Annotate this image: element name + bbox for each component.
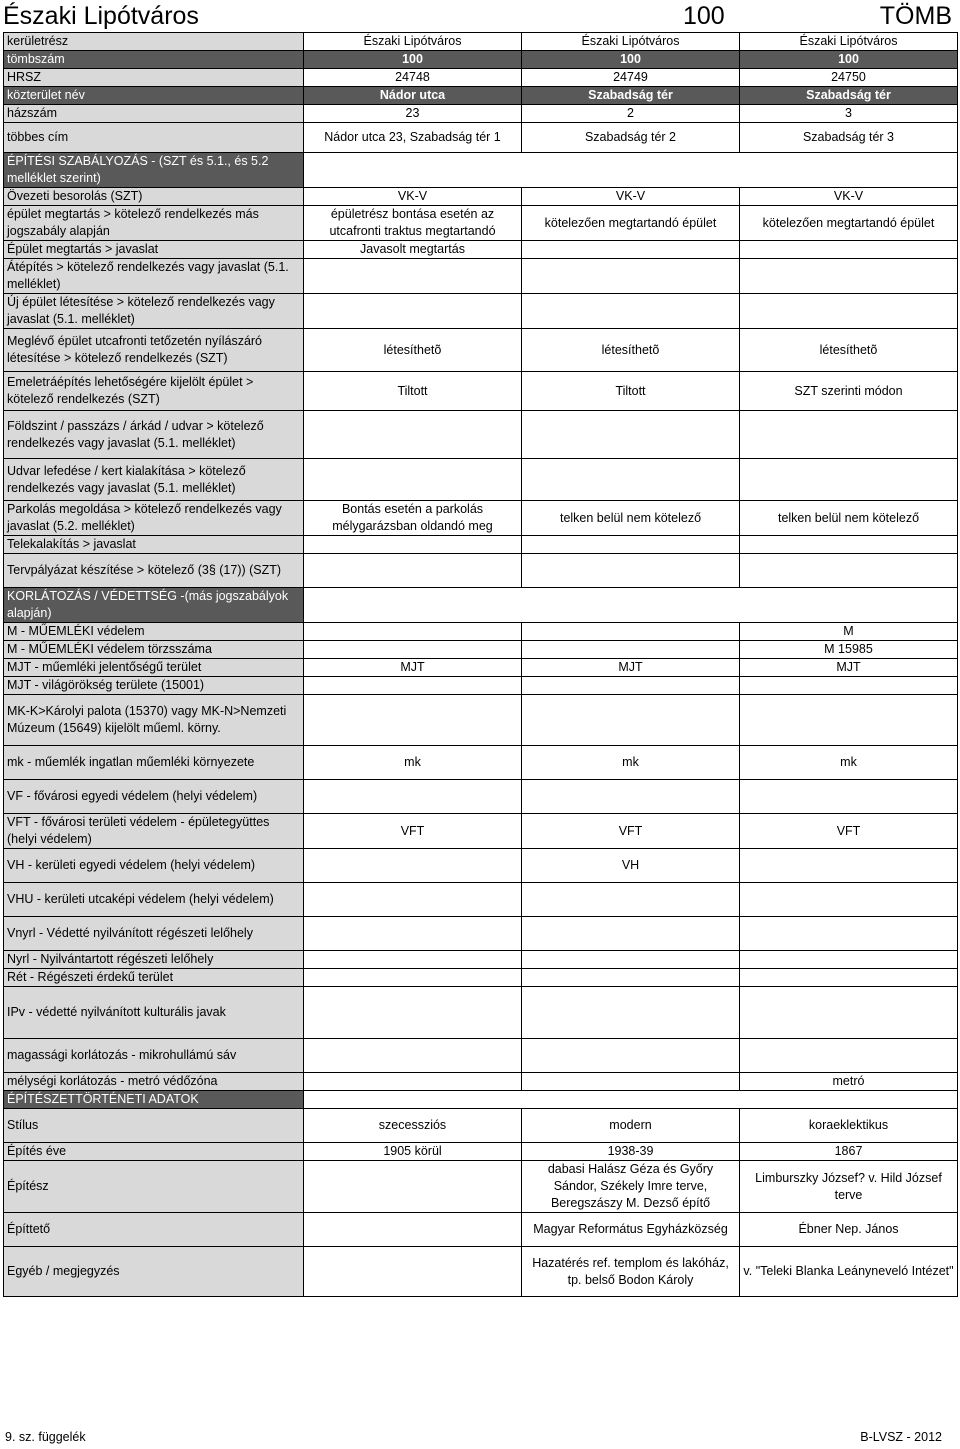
table-row [4, 411, 958, 459]
table-row [4, 372, 958, 411]
table-row [4, 1039, 958, 1073]
cell-lot-1: Nádor utca 23, Szabadság tér 1 [304, 123, 522, 153]
table-row [4, 951, 958, 969]
cell-lot-2: mk [522, 746, 740, 780]
table-row [4, 1073, 958, 1091]
cell-lot-1 [304, 459, 522, 501]
row-label: MJT - világörökség területe (15001) [4, 677, 304, 695]
cell-lot-3: 24750 [740, 69, 958, 87]
table-row [4, 188, 958, 206]
row-label: MK-K>Károlyi palota (15370) vagy MK-N>Nemzeti Múzeum (15649) kijelölt műeml. körny. [4, 695, 304, 746]
cell-lot-2: MJT [522, 659, 740, 677]
table-row [4, 329, 958, 372]
table-row [4, 105, 958, 123]
table-row [4, 87, 958, 105]
cell-lot-1 [304, 1247, 522, 1297]
row-label: Rét - Régészeti érdekű terület [4, 969, 304, 987]
cell-lot-1 [304, 780, 522, 814]
cell-lot-3: VK-V [740, 188, 958, 206]
row-label: HRSZ [4, 69, 304, 87]
cell-lot-1: Tiltott [304, 372, 522, 411]
table-row [4, 987, 958, 1039]
row-label: MJT - műemléki jelentőségű terület [4, 659, 304, 677]
table-row [4, 780, 958, 814]
cell-lot-1: mk [304, 746, 522, 780]
cell-lot-1 [304, 1073, 522, 1091]
row-label: Épület megtartás > javaslat [4, 241, 304, 259]
table-row [4, 33, 958, 51]
row-label: VHU - kerületi utcaképi védelem (helyi védelem) [4, 883, 304, 917]
cell-lot-1 [304, 623, 522, 641]
row-label: Vnyrl - Védetté nyilvánított régészeti lelőhely [4, 917, 304, 951]
row-label: Stílus [4, 1109, 304, 1143]
row-label: épület megtartás > kötelező rendelkezés más jogszabály alapján [4, 206, 304, 241]
table-row [4, 459, 958, 501]
table-row [4, 554, 958, 588]
cell-lot-1 [304, 677, 522, 695]
row-label: Telekalakítás > javaslat [4, 536, 304, 554]
cell-lot-3 [740, 1039, 958, 1073]
cell-lot-1: 24748 [304, 69, 522, 87]
cell-lot-2 [522, 641, 740, 659]
row-label: Átépítés > kötelező rendelkezés vagy javaslat (5.1. melléklet) [4, 259, 304, 294]
table-row [4, 814, 958, 849]
cell-lot-2: 2 [522, 105, 740, 123]
cell-lot-1 [304, 554, 522, 588]
footer-code: B-LVSZ - 2012 [860, 1430, 942, 1444]
cell-lot-1: 100 [304, 51, 522, 69]
cell-lot-1: Bontás esetén a parkolás mélygarázsban oldandó meg [304, 501, 522, 536]
row-label: VF - fővárosi egyedi védelem (helyi védelem) [4, 780, 304, 814]
cell-lot-3 [740, 459, 958, 501]
cell-lot-2 [522, 1073, 740, 1091]
table-row [4, 677, 958, 695]
cell-lot-3 [740, 259, 958, 294]
cell-lot-3: SZT szerinti módon [740, 372, 958, 411]
table-row [4, 1091, 958, 1109]
cell-lot-1 [304, 259, 522, 294]
data-sheet [3, 32, 958, 1297]
cell-lot-2 [522, 536, 740, 554]
table-row [4, 659, 958, 677]
cell-lot-3 [740, 411, 958, 459]
table-row [4, 883, 958, 917]
cell-lot-2: 24749 [522, 69, 740, 87]
cell-lot-3 [740, 951, 958, 969]
row-label: mélységi korlátozás - metró védőzóna [4, 1073, 304, 1091]
section-spacer [304, 1091, 958, 1109]
row-label: IPv - védetté nyilvánított kulturális javak [4, 987, 304, 1039]
cell-lot-1 [304, 411, 522, 459]
row-label: Építés éve [4, 1143, 304, 1161]
table-row [4, 501, 958, 536]
row-label: Udvar lefedése / kert kialakítása > kötelező rendelkezés vagy javaslat (5.1. melléklet) [4, 459, 304, 501]
section-spacer [304, 588, 958, 623]
district-title: Északi Lipótváros [3, 2, 199, 30]
row-label: ÉPÍTÉSI SZABÁLYOZÁS - (SZT és 5.1., és 5.2 melléklet szerint) [4, 153, 304, 188]
cell-lot-1 [304, 849, 522, 883]
cell-lot-1 [304, 1039, 522, 1073]
cell-lot-3: telken belül nem kötelező [740, 501, 958, 536]
table-row [4, 206, 958, 241]
cell-lot-3 [740, 849, 958, 883]
cell-lot-2 [522, 987, 740, 1039]
table-row [4, 588, 958, 623]
table-row [4, 153, 958, 188]
table-row [4, 1143, 958, 1161]
table-row [4, 623, 958, 641]
cell-lot-2 [522, 780, 740, 814]
page-header [0, 0, 960, 32]
cell-lot-1: szecessziós [304, 1109, 522, 1143]
cell-lot-3: koraeklektikus [740, 1109, 958, 1143]
row-label: házszám [4, 105, 304, 123]
row-label: tömbszám [4, 51, 304, 69]
cell-lot-3: 1867 [740, 1143, 958, 1161]
cell-lot-2 [522, 1039, 740, 1073]
table-row [4, 51, 958, 69]
cell-lot-2: 1938-39 [522, 1143, 740, 1161]
cell-lot-3: Limburszky József? v. Hild József terve [740, 1161, 958, 1213]
cell-lot-1 [304, 883, 522, 917]
cell-lot-3: v. "Teleki Blanka Leányneveló Intézet" [740, 1247, 958, 1297]
cell-lot-3: M [740, 623, 958, 641]
cell-lot-1 [304, 969, 522, 987]
cell-lot-2: Hazatérés ref. templom és lakóház, tp. belső Bodon Károly [522, 1247, 740, 1297]
cell-lot-2: 100 [522, 51, 740, 69]
table-row [4, 294, 958, 329]
cell-lot-2 [522, 554, 740, 588]
cell-lot-3 [740, 780, 958, 814]
cell-lot-2: VK-V [522, 188, 740, 206]
row-label: mk - műemlék ingatlan műemléki környezete [4, 746, 304, 780]
cell-lot-2 [522, 623, 740, 641]
cell-lot-1: 1905 körül [304, 1143, 522, 1161]
cell-lot-1: VK-V [304, 188, 522, 206]
cell-lot-1 [304, 695, 522, 746]
cell-lot-2: modern [522, 1109, 740, 1143]
cell-lot-2: dabasi Halász Géza és Győry Sándor, Székely Imre terve, Beregszászy M. Dezső építő [522, 1161, 740, 1213]
row-label: Új épület létesítése > kötelező rendelkezés vagy javaslat (5.1. melléklet) [4, 294, 304, 329]
cell-lot-2 [522, 917, 740, 951]
cell-lot-2 [522, 969, 740, 987]
cell-lot-2 [522, 883, 740, 917]
cell-lot-2: VFT [522, 814, 740, 849]
cell-lot-3: Északi Lipótváros [740, 33, 958, 51]
cell-lot-1: létesíthetõ [304, 329, 522, 372]
row-label: magassági korlátozás - mikrohullámú sáv [4, 1039, 304, 1073]
cell-lot-3: Ébner Nep. János [740, 1213, 958, 1247]
cell-lot-3: Szabadság tér 3 [740, 123, 958, 153]
row-label: M - MŰEMLÉKI védelem [4, 623, 304, 641]
section-spacer [304, 153, 958, 188]
cell-lot-1 [304, 987, 522, 1039]
cell-lot-2 [522, 677, 740, 695]
cell-lot-1: 23 [304, 105, 522, 123]
cell-lot-3: Szabadság tér [740, 87, 958, 105]
cell-lot-1 [304, 294, 522, 329]
cell-lot-3 [740, 677, 958, 695]
row-label: kerületrész [4, 33, 304, 51]
cell-lot-2: Magyar Református Egyházközség [522, 1213, 740, 1247]
cell-lot-2 [522, 695, 740, 746]
cell-lot-3 [740, 883, 958, 917]
cell-lot-2 [522, 241, 740, 259]
cell-lot-1: épületrész bontása esetén az utcafronti traktus megtartandó [304, 206, 522, 241]
cell-lot-1 [304, 1213, 522, 1247]
cell-lot-1: Északi Lipótváros [304, 33, 522, 51]
cell-lot-1 [304, 1161, 522, 1213]
row-label: Emeletráépítés lehetőségére kijelölt épület > kötelező rendelkezés (SZT) [4, 372, 304, 411]
block-number: 100 [683, 2, 725, 30]
cell-lot-2: Tiltott [522, 372, 740, 411]
cell-lot-2: Szabadság tér 2 [522, 123, 740, 153]
cell-lot-3: 100 [740, 51, 958, 69]
row-label: Földszint / passzázs / árkád / udvar > kötelező rendelkezés vagy javaslat (5.1. melléklet) [4, 411, 304, 459]
table-row [4, 241, 958, 259]
cell-lot-2 [522, 411, 740, 459]
row-label: Építész [4, 1161, 304, 1213]
block-label: TÖMB [879, 2, 952, 30]
cell-lot-2: Szabadság tér [522, 87, 740, 105]
row-label: KORLÁTOZÁS / VÉDETTSÉG -(más jogszabályok alapján) [4, 588, 304, 623]
cell-lot-2 [522, 459, 740, 501]
cell-lot-3 [740, 969, 958, 987]
row-label: Nyrl - Nyilvántartott régészeti lelőhely [4, 951, 304, 969]
table-row [4, 746, 958, 780]
table-row [4, 1247, 958, 1297]
cell-lot-1 [304, 917, 522, 951]
cell-lot-3 [740, 294, 958, 329]
cell-lot-3: metró [740, 1073, 958, 1091]
cell-lot-1: VFT [304, 814, 522, 849]
row-label: M - MŰEMLÉKI védelem törzsszáma [4, 641, 304, 659]
cell-lot-3 [740, 241, 958, 259]
table-row [4, 69, 958, 87]
cell-lot-1: Nádor utca [304, 87, 522, 105]
cell-lot-3 [740, 917, 958, 951]
row-label: közterület név [4, 87, 304, 105]
cell-lot-2 [522, 259, 740, 294]
cell-lot-2: Északi Lipótváros [522, 33, 740, 51]
table-row [4, 917, 958, 951]
table-row [4, 969, 958, 987]
cell-lot-2: telken belül nem kötelező [522, 501, 740, 536]
cell-lot-1: Javasolt megtartás [304, 241, 522, 259]
table-row [4, 849, 958, 883]
table-row [4, 536, 958, 554]
cell-lot-2: kötelezően megtartandó épület [522, 206, 740, 241]
cell-lot-3: mk [740, 746, 958, 780]
row-label: Tervpályázat készítése > kötelező (3§ (17)) (SZT) [4, 554, 304, 588]
cell-lot-3 [740, 695, 958, 746]
cell-lot-3: M 15985 [740, 641, 958, 659]
cell-lot-1 [304, 641, 522, 659]
row-label: Övezeti besorolás (SZT) [4, 188, 304, 206]
table-row [4, 1161, 958, 1213]
cell-lot-3: 3 [740, 105, 958, 123]
cell-lot-1 [304, 536, 522, 554]
cell-lot-2 [522, 951, 740, 969]
row-label: ÉPÍTÉSZETTÖRTÉNETI ADATOK [4, 1091, 304, 1109]
table-row [4, 1109, 958, 1143]
table-row [4, 1213, 958, 1247]
row-label: Egyéb / megjegyzés [4, 1247, 304, 1297]
cell-lot-3: kötelezően megtartandó épület [740, 206, 958, 241]
row-label: Parkolás megoldása > kötelező rendelkezés vagy javaslat (5.2. melléklet) [4, 501, 304, 536]
row-label: VFT - fővárosi területi védelem - épületegyüttes (helyi védelem) [4, 814, 304, 849]
cell-lot-3 [740, 987, 958, 1039]
cell-lot-3 [740, 554, 958, 588]
cell-lot-3: VFT [740, 814, 958, 849]
cell-lot-3: MJT [740, 659, 958, 677]
table-row [4, 641, 958, 659]
cell-lot-2: létesíthetõ [522, 329, 740, 372]
row-label: VH - kerületi egyedi védelem (helyi védelem) [4, 849, 304, 883]
cell-lot-2: VH [522, 849, 740, 883]
cell-lot-3: létesíthetõ [740, 329, 958, 372]
table-row [4, 123, 958, 153]
table-row [4, 259, 958, 294]
cell-lot-1 [304, 951, 522, 969]
table-row [4, 695, 958, 746]
cell-lot-2 [522, 294, 740, 329]
row-label: többes cím [4, 123, 304, 153]
footer-appendix: 9. sz. függelék [5, 1430, 86, 1444]
row-label: Építtető [4, 1213, 304, 1247]
row-label: Meglévő épület utcafronti tetőzetén nyílászáró létesítése > kötelező rendelkezés (SZT) [4, 329, 304, 372]
cell-lot-3 [740, 536, 958, 554]
cell-lot-1: MJT [304, 659, 522, 677]
